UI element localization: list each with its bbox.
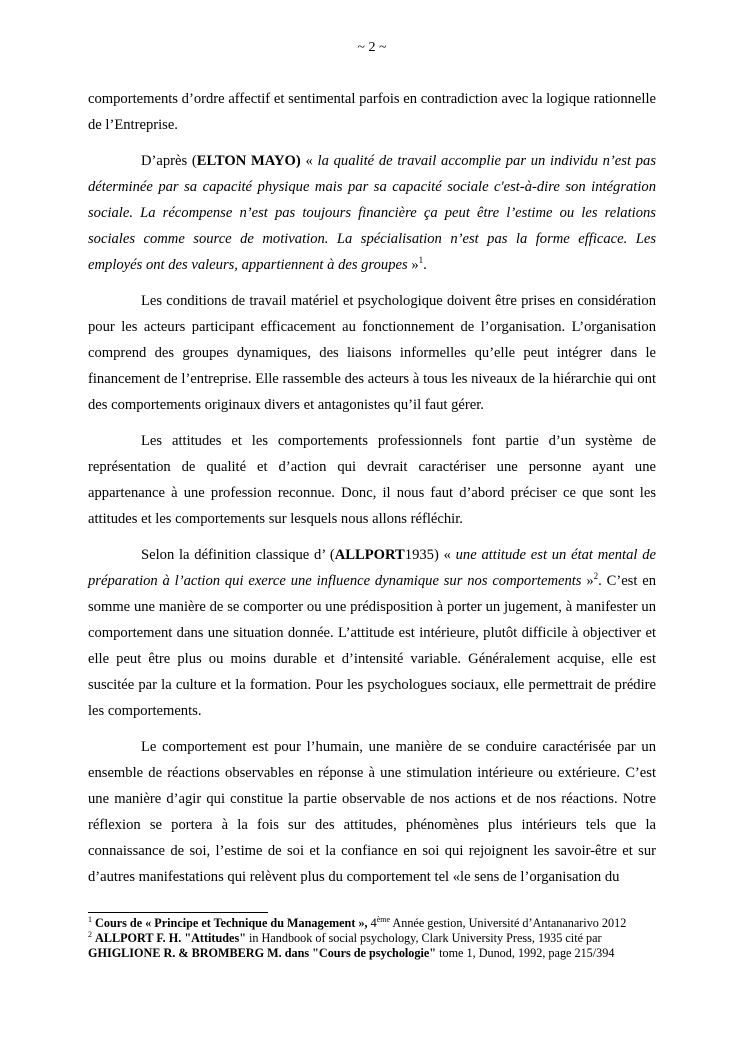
bold-text: GHIGLIONE R. & BROMBERG M. dans "Cours de psychologie" [88,946,437,960]
text-run: » [581,573,594,589]
text-run: » [407,257,419,273]
body-text [88,86,656,900]
text-run: 1935) « [404,547,456,563]
text-run: Les conditions de travail matériel et psychologique doivent être prises en considération pour les acteurs participant efficacement au fonctionnement de l’organisation. L’organisation comprend des groupes dynamiques, des liaisons informelles qu’elle peut intégrer dans le financement de l’entreprise. Elle rassemble des acteurs à tous les niveaux de la hiérarchie qui ont des comportements originaux divers et antagonistes qu’il faut gérer. [88,293,656,413]
text-run: Les attitudes et les comportements professionnels font partie d’un système de représentation de qualité et d’action qui devrait caractériser une personne ayant une appartenance à une profession reconnue. Donc, il nous faut d’abord préciser ce que sont les attitudes et les comportements sur lesquels nous allons réfléchir. [88,433,656,527]
italic-quote: la qualité de travail accomplie par un individu n’est pas déterminée par sa capacité physique mais par sa capacité sociale c'est-à-dire son intégration sociale. La récompense n’est pas toujours financière ça peut être l’estime ou les relations sociales comme source de motivation. La spécialisation n’est pas la forme efficace. Les employés ont des valeurs, appartiennent à des groupes [88,153,656,273]
paragraph-p4 [88,428,656,532]
text-run: Année gestion, Université d’Antananarivo 2012 [390,916,627,930]
bold-text: ALLPORT [334,547,405,563]
reference-superscript: 2 [88,929,92,939]
paragraph-p6 [88,734,656,890]
reference-superscript: 1 [418,255,424,266]
reference-superscript: 1 [88,914,92,924]
bold-text: Cours de « Principe et Technique du Management », [95,916,368,930]
paragraph-p2 [88,148,656,278]
footnote-fn1 [88,916,656,931]
page-number: ~ 2 ~ [357,40,387,55]
text-run: comportements d’ordre affectif et sentimental parfois en contradiction avec la logique rationnelle de l’Entreprise. [88,91,656,133]
paragraph-p1 [88,86,656,138]
text-run: in Handbook of social psychology, Clark University Press, 1935 cité par [245,931,602,945]
footnotes [88,912,656,961]
paragraph-p3 [88,288,656,418]
text-run: tome 1, Dunod, 1992, page 215/394 [436,946,615,960]
italic-quote: une attitude est un état mental de préparation à l’action qui exerce une influence dynamique sur nos comportements [88,547,656,589]
bold-text: ALLPORT F. H. "Attitudes" [95,931,246,945]
text-run: . C’est en somme une manière de se comporter ou une prédisposition à porter un jugement, à manifester un comportement dans une situation donnée. L’attitude est intérieure, plutôt difficile à objectiver et elle peut être plus ou moins durable et d’intensité variable. Généralement acquise, elle est suscitée par la culture et la formation. Pour les psychologues sociaux, elle permettrait de prédire les comportements. [88,573,656,719]
footnote-separator [88,912,268,913]
text-run: Le comportement est pour l’humain, une manière de se conduire caractérisée par un ensemble de réactions observables en réponse à une stimulation intérieure ou extérieure. C’est une manière d’agir qui constitue la partie observable de nos actions et de nos réactions. Notre réflexion se portera à la fois sur des attitudes, phénomènes plus intérieurs tels que la connaissance de soi, l’estime de soi et la confiance en soi qui rejoignent les savoir-être et sur d’autres manifestations qui relèvent plus du comportement tel «le sens de l’organisation du [88,739,656,885]
text-run: Selon la définition classique d’ ( [141,547,335,563]
reference-superscript: 2 [593,571,599,582]
text-run: . [423,257,427,273]
text-run: « [300,153,318,169]
text-run: D’après ( [141,153,197,169]
footnote-list [88,916,656,961]
text-run: 4 [367,916,377,930]
bold-text: ELTON MAYO) [196,153,301,169]
footnote-fn2 [88,931,656,961]
reference-superscript: ème [376,914,391,924]
paragraph-p5 [88,542,656,724]
